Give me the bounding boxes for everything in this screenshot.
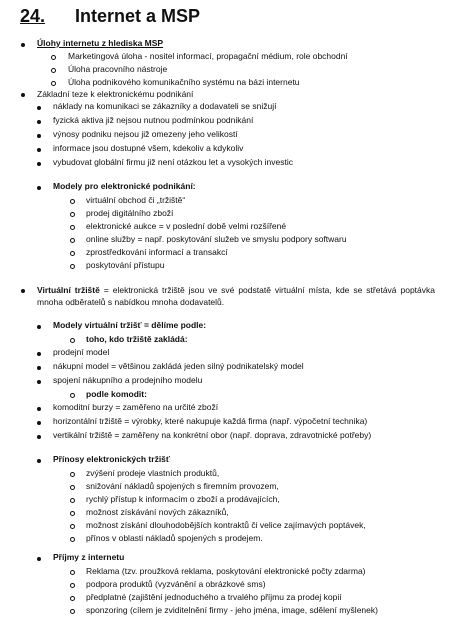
list-item: rychlý přístup k informacím o zboží a prodávajících, <box>86 494 280 504</box>
heading-title: Internet a MSP <box>75 6 201 26</box>
list-item: Úloha pracovního nástroje <box>68 64 168 74</box>
bullet-dot <box>37 459 41 463</box>
list-item: prodejní model <box>53 347 110 357</box>
bullet-dot <box>37 106 41 110</box>
list-item: zprostředkování informací a transakcí <box>86 247 228 257</box>
bullet-dot <box>37 421 41 425</box>
bullet-ring <box>70 338 75 343</box>
section-title-modely: Modely pro elektronické podnikání: <box>53 181 196 191</box>
definition-text: = elektronická tržiště jsou ve své podstatě virtuální místa, kde se střetává poptávka mnoha odběratelů s nabídkou mnoha dodavatelů. <box>37 285 435 307</box>
list-item: prodej digitálního zboží <box>86 208 174 218</box>
list-item: snižování nákladů spojených s firemním provozem, <box>86 481 279 491</box>
bullet-ring <box>51 68 56 73</box>
bullet-dot <box>37 325 41 329</box>
paragraph-virtualni-trziste <box>37 284 435 308</box>
list-item: spojení nákupního a prodejního modelu <box>53 375 203 385</box>
bullet-dot <box>37 162 41 166</box>
bullet-dot <box>37 407 41 411</box>
section-title-prijmy: Příjmy z internetu <box>53 552 125 562</box>
section-title-prinosy: Přínosy elektronických tržišť <box>53 454 170 464</box>
bullet-ring <box>70 511 75 516</box>
bullet-dot <box>37 352 41 356</box>
list-item: poskytování přístupu <box>86 260 165 270</box>
section-title-modely-trzist: Modely virtuální tržišť = dělíme podle: <box>53 320 207 330</box>
bullet-dot <box>37 186 41 190</box>
bullet-dot <box>37 134 41 138</box>
bullet-ring <box>70 596 75 601</box>
bullet-ring <box>70 199 75 204</box>
list-item: Reklama (tzv. proužková reklama, poskytování elektronické počty zdarma) <box>86 566 366 576</box>
bullet-ring <box>70 225 75 230</box>
list-item: možnost získání dlouhodobějších kontraktů či velice zajímavých poptávek, <box>86 520 366 530</box>
bullet-ring <box>70 609 75 614</box>
bullet-ring <box>70 583 75 588</box>
page-heading <box>20 6 200 30</box>
bullet-ring <box>70 393 75 398</box>
bullet-dot <box>37 557 41 561</box>
list-item: zvýšení prodeje vlastních produktů, <box>86 468 220 478</box>
bullet-ring <box>70 570 75 575</box>
bullet-dot <box>37 148 41 152</box>
list-item: Marketingová úloha - nositel informací, propagační médium, role obchodní <box>68 51 348 61</box>
list-item: náklady na komunikaci se zákazníky a dodavateli se snižují <box>53 101 277 111</box>
bullet-ring <box>51 55 56 60</box>
list-item: vybudovat globální firmu již není otázkou let a vysokých investic <box>53 157 294 167</box>
bullet-ring <box>70 498 75 503</box>
subheading-kdo-zaklada: toho, kdo tržiště zakládá: <box>86 334 188 344</box>
bullet-ring <box>70 251 75 256</box>
bullet-dot <box>37 366 41 370</box>
section-title-teze: Základní teze k elektronickému podnikání <box>37 89 194 99</box>
bullet-dot <box>37 435 41 439</box>
bullet-dot <box>21 43 25 47</box>
list-item: fyzická aktiva již nejsou nutnou podmínkou podnikání <box>53 115 254 125</box>
list-item: podpora produktů (vyzvánění a obrázkové sms) <box>86 579 266 589</box>
list-item: vertikální tržiště = zaměřeny na konkrétní obor (např. doprava, zdravotnické potřeby) <box>53 430 372 440</box>
bullet-ring <box>70 485 75 490</box>
section-title-uloh: Úlohy internetu z hlediska MSP <box>37 38 164 48</box>
bullet-ring <box>70 472 75 477</box>
list-item: možnost získávání nových zákazníků, <box>86 507 229 517</box>
list-item: informace jsou dostupné všem, kdekoliv a kdykoliv <box>53 143 244 153</box>
list-item: horizontální tržiště = výrobky, které nakupuje každá firma (např. výpočetní technika) <box>53 416 368 426</box>
list-item: přínos v oblasti nákladů spojených s prodejem. <box>86 533 263 543</box>
list-item: komoditní burzy = zaměřeno na určité zboží <box>53 402 219 412</box>
bullet-ring <box>70 212 75 217</box>
bullet-ring <box>51 81 56 86</box>
bullet-ring <box>70 264 75 269</box>
list-item: virtuální obchod či „tržiště“ <box>86 195 186 205</box>
list-item: výnosy podniku nejsou již omezeny jeho velikostí <box>53 129 238 139</box>
term-virtualni-trziste: Virtuální tržiště <box>37 285 100 295</box>
subheading-komodity: podle komodit: <box>86 389 147 399</box>
list-item: nákupní model = většinou zakládá jeden silný podnikatelský model <box>53 361 304 371</box>
bullet-dot <box>21 289 25 293</box>
list-item: sponzoring (cílem je zviditelnění firmy - jeho jména, image, sdělení myšlenek) <box>86 605 378 615</box>
bullet-dot <box>37 380 41 384</box>
list-item: předplatné (zajištění jednoduchého a trvalého příjmu za prodej kopií <box>86 592 342 602</box>
list-item: elektronické aukce = v poslední době velmi rozšířené <box>86 221 287 231</box>
bullet-ring <box>70 524 75 529</box>
bullet-ring <box>70 238 75 243</box>
list-item: Úloha podnikového komunikačního systému na bázi internetu <box>68 77 300 87</box>
bullet-dot <box>21 93 25 97</box>
bullet-dot <box>37 120 41 124</box>
bullet-ring <box>70 537 75 542</box>
list-item: online služby = např. poskytování služeb ve smyslu podpory softwaru <box>86 234 347 244</box>
heading-number: 24. <box>20 6 46 26</box>
